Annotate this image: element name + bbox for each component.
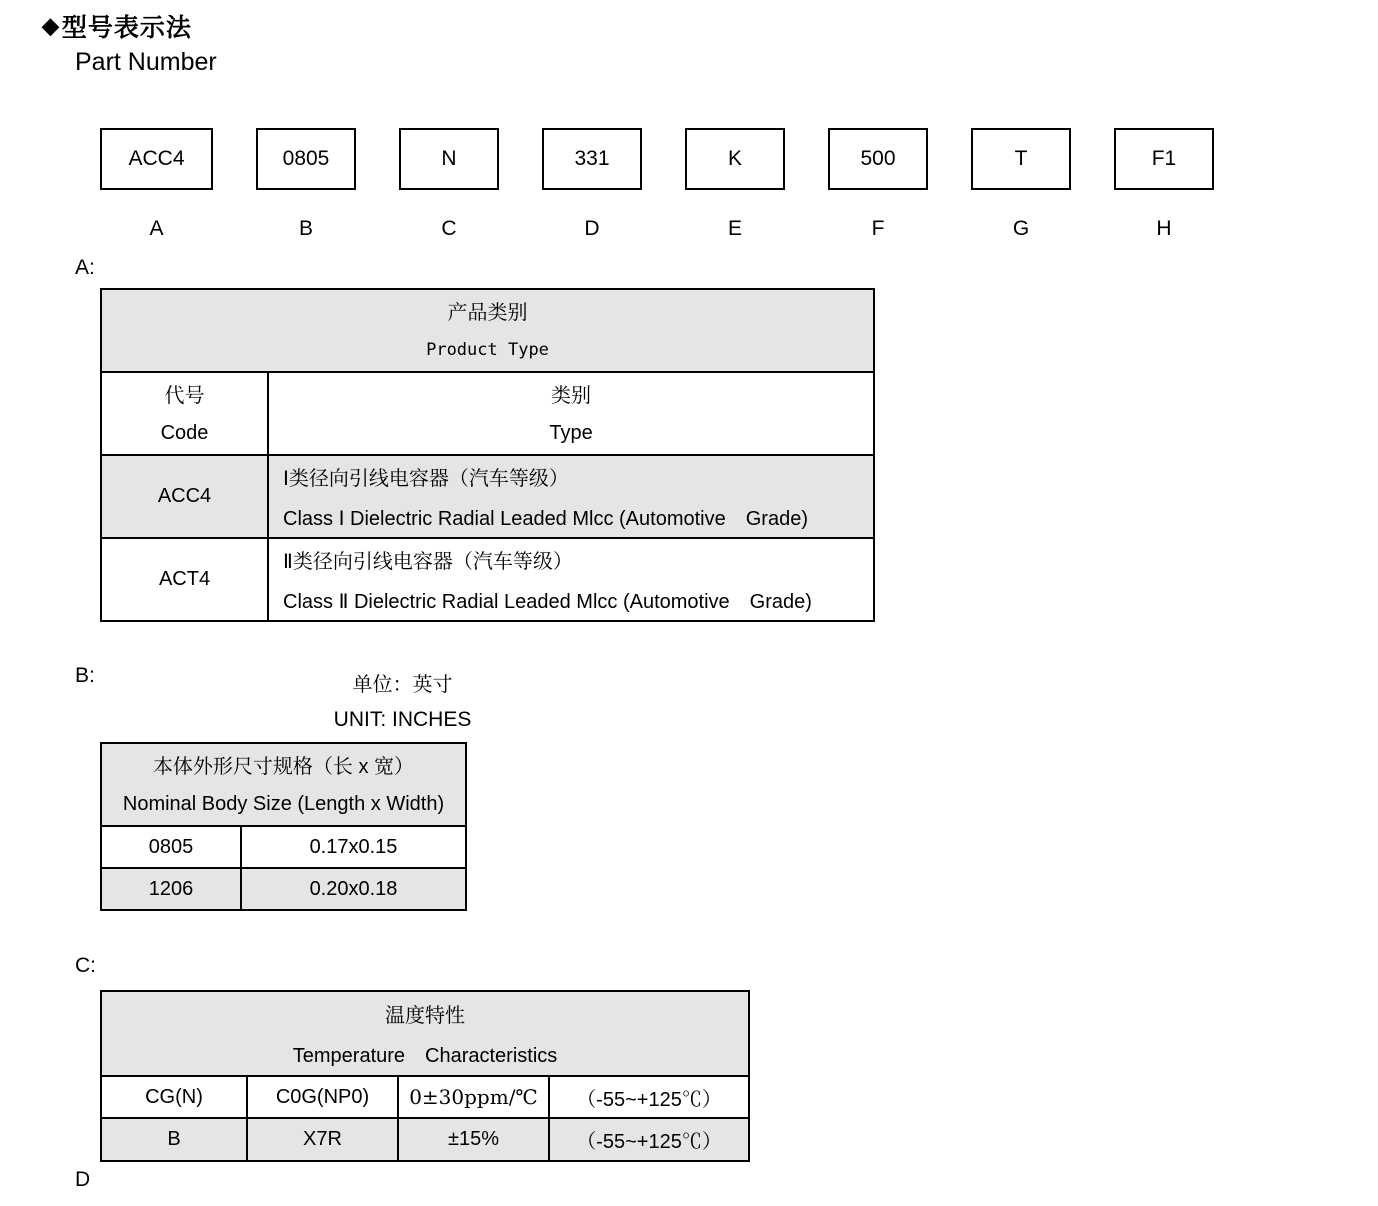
col-header-code-zh: 代号 [164, 385, 205, 408]
part-number-segment-b [256, 128, 356, 241]
temperature-characteristics-table [100, 990, 750, 1162]
product-type-header-zh: 产品类别 [447, 302, 528, 325]
part-number-letter-c: C [441, 217, 457, 240]
section-a-label: A: [75, 256, 95, 279]
product-type-table [100, 288, 875, 622]
body-size-header-en: Nominal Body Size (Length x Width) [122, 792, 445, 815]
col-header-code [101, 372, 268, 455]
part-number-segment-h [1114, 128, 1214, 241]
temperature-header-zh: 温度特性 [385, 1004, 466, 1027]
col-header-type-zh: 类别 [551, 385, 591, 408]
part-number-letter-d: D [584, 217, 600, 240]
section-c-label: C: [75, 954, 96, 977]
tc-range-cell: （-55~+125℃） [549, 1118, 749, 1161]
tc-code-cell: CG(N) [101, 1076, 247, 1118]
tc-tolerance-cell: 0±30ppm/℃ [398, 1076, 549, 1118]
part-number-letter-a: A [149, 217, 164, 240]
part-number-letter-g: G [1012, 217, 1030, 240]
body-size-table [100, 742, 467, 911]
part-number-box-b: 0805 [256, 128, 356, 190]
part-number-box-e: K [685, 128, 785, 190]
part-number-box-g: T [971, 128, 1071, 190]
size-code-cell: 0805 [101, 826, 241, 868]
product-type-zh: Ⅰ类径向引线电容器（汽车等级） [283, 468, 569, 491]
diamond-bullet-icon: ◆ [42, 13, 60, 38]
part-number-row [100, 128, 1214, 241]
section-d-label: D [75, 1168, 91, 1191]
part-number-segment-d [542, 128, 642, 241]
col-header-type [268, 372, 874, 455]
page-title-zh: 型号表示法 [61, 14, 192, 42]
table-row [101, 826, 466, 868]
product-type-table-header [101, 289, 874, 372]
product-code-cell: ACT4 [101, 538, 268, 621]
body-size-header-zh: 本体外形尺寸规格（长 x 宽） [152, 756, 415, 779]
part-number-segment-g [971, 128, 1071, 241]
table-row [101, 455, 874, 538]
table-row [101, 538, 874, 621]
table-row [101, 868, 466, 910]
product-type-en: Class Ⅱ Dielectric Radial Leaded Mlcc (Automotive Grade) [283, 590, 812, 613]
part-number-letter-e: E [727, 217, 742, 240]
part-number-letter-b: B [298, 217, 313, 240]
size-dims-cell: 0.17x0.15 [241, 826, 466, 868]
page-title-en: Part Number [75, 48, 217, 76]
part-number-box-h: F1 [1114, 128, 1214, 190]
body-size-table-header [101, 743, 466, 826]
product-type-cell [268, 538, 874, 621]
table-row [101, 1076, 749, 1118]
tc-eia-cell: C0G(NP0) [247, 1076, 398, 1118]
part-number-segment-f [828, 128, 928, 241]
col-header-code-en: Code [160, 421, 209, 444]
product-type-zh: Ⅱ类径向引线电容器（汽车等级） [283, 551, 573, 574]
tc-eia-cell: X7R [247, 1118, 398, 1161]
product-type-header-en: Product Type [426, 340, 549, 361]
tc-code-cell: B [101, 1118, 247, 1161]
section-b-label: B: [75, 664, 95, 687]
tc-range-cell: （-55~+125℃） [549, 1076, 749, 1118]
table-row [101, 1118, 749, 1161]
col-header-type-en: Type [549, 421, 593, 444]
page-title [42, 8, 192, 44]
temperature-header-en: Temperature Characteristics [292, 1045, 558, 1068]
unit-label-zh: 单位：英寸 [352, 674, 453, 696]
unit-label-en: UNIT: INCHES [333, 708, 472, 731]
part-number-letter-h: H [1156, 217, 1172, 240]
part-number-box-c: N [399, 128, 499, 190]
part-number-segment-a [100, 128, 213, 241]
part-number-segment-e [685, 128, 785, 241]
part-number-segment-c [399, 128, 499, 241]
tc-tolerance-cell: ±15% [398, 1118, 549, 1161]
product-code-cell: ACC4 [101, 455, 268, 538]
product-type-cell [268, 455, 874, 538]
temperature-table-header [101, 991, 749, 1076]
part-number-box-f: 500 [828, 128, 928, 190]
size-dims-cell: 0.20x0.18 [241, 868, 466, 910]
part-number-box-a: ACC4 [100, 128, 213, 190]
part-number-letter-f: F [871, 217, 885, 240]
size-code-cell: 1206 [101, 868, 241, 910]
product-type-en: Class Ⅰ Dielectric Radial Leaded Mlcc (Automotive Grade) [283, 507, 808, 530]
part-number-box-d: 331 [542, 128, 642, 190]
